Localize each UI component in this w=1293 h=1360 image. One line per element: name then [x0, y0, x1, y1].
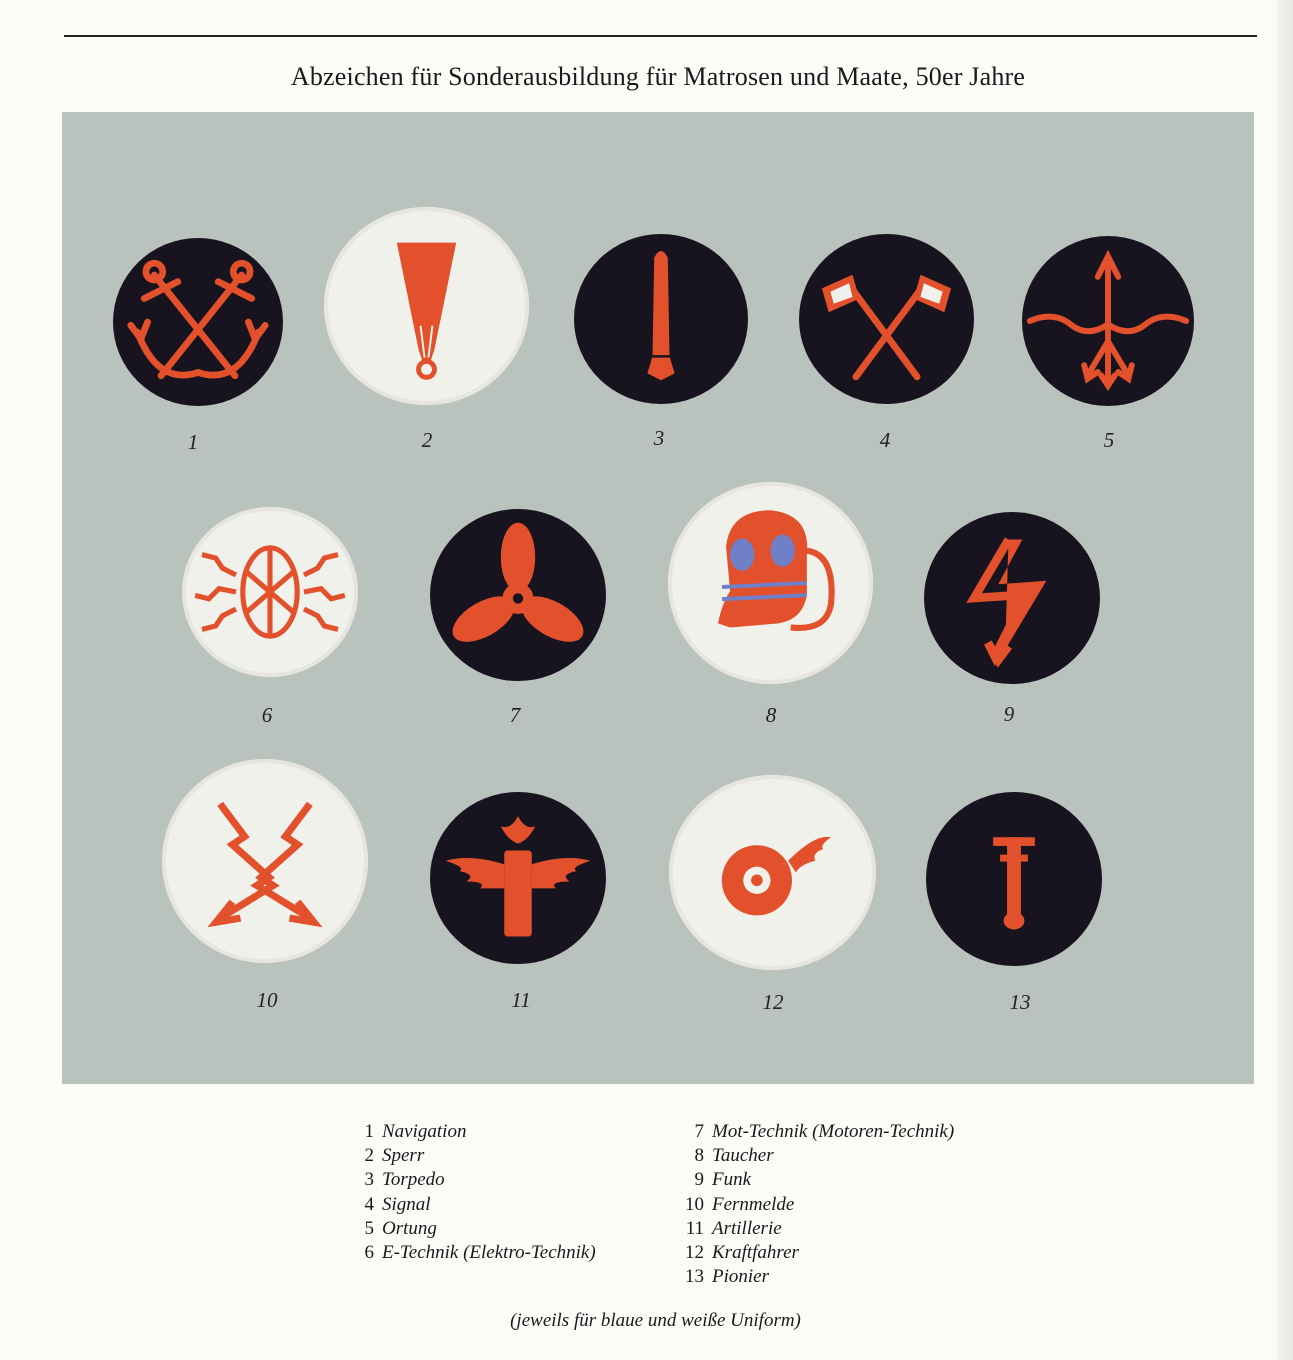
legend-row: 9 Funk — [694, 1169, 752, 1191]
badge-number: 12 — [762, 990, 784, 1014]
badge-6 — [182, 507, 358, 677]
legend-left — [352, 1120, 596, 1265]
arrow-waves-icon — [1022, 236, 1194, 406]
badge-8 — [668, 482, 873, 684]
photo-plate — [62, 112, 1254, 1084]
badge-11 — [430, 792, 606, 964]
crossed-lightning-icon — [162, 759, 368, 963]
legend-row: 7 Mot-Technik (Motoren-Technik) — [694, 1121, 955, 1142]
page-title: Abzeichen für Sonderausbildung für Matrosen und Maate, 50er Jahre — [290, 62, 1026, 91]
badge-7 — [430, 509, 606, 681]
legend-row: 1 Navigation — [364, 1121, 467, 1142]
legend-row: 4 Signal — [364, 1193, 431, 1215]
badge-4 — [799, 234, 974, 404]
badge-number: 5 — [1103, 428, 1115, 452]
pioneer-tool-icon — [926, 792, 1102, 966]
diving-helmet-icon — [668, 482, 873, 684]
legend-row: 11 Artillerie — [685, 1217, 782, 1239]
badge-number: 13 — [1009, 990, 1031, 1014]
badge-number: 9 — [1003, 702, 1015, 726]
badge-12 — [669, 775, 876, 970]
badge-number: 6 — [261, 703, 273, 727]
legend-row: 12 Kraftfahrer — [685, 1242, 799, 1264]
badge-number: 2 — [421, 428, 433, 452]
badge-13 — [926, 792, 1102, 966]
winged-shell-icon — [430, 792, 606, 964]
badge-number: 8 — [765, 703, 777, 727]
footnote: (jeweils für blaue und weiße Uniform) — [510, 1310, 801, 1331]
legend-row: 10 Fernmelde — [685, 1193, 795, 1215]
winged-wheel-icon — [669, 775, 876, 970]
torpedo-icon — [574, 234, 748, 404]
signal-flags-icon — [799, 234, 974, 404]
pennant-icon — [324, 207, 529, 405]
legend-row: 8 Taucher — [694, 1145, 774, 1167]
badge-3 — [574, 234, 748, 404]
badge-number: 3 — [653, 426, 665, 450]
badge-10 — [162, 759, 368, 963]
page-edge — [1277, 0, 1293, 1360]
badge-number: 7 — [509, 703, 521, 727]
legend-row: 6 E-Technik (Elektro-Technik) — [364, 1242, 596, 1264]
legend-row: 3 Torpedo — [364, 1169, 445, 1191]
legend-row: 13 Pionier — [685, 1266, 769, 1288]
badge-number: 11 — [511, 988, 531, 1012]
badge-number: 1 — [187, 430, 199, 454]
legend-right — [672, 1120, 954, 1289]
propeller-icon — [430, 509, 606, 681]
badge-9 — [924, 512, 1100, 684]
badge-number: 10 — [256, 988, 278, 1012]
crossed-anchors-icon — [113, 238, 283, 406]
legend-row: 2 Sperr — [364, 1145, 425, 1167]
legend-row: 5 Ortung — [364, 1217, 437, 1239]
badge-2 — [324, 207, 529, 405]
lightning-bolt-icon — [924, 512, 1100, 684]
top-rule — [64, 35, 1257, 37]
badge-1 — [113, 238, 283, 406]
wheel-lightning-icon — [182, 507, 358, 677]
badge-5 — [1022, 236, 1194, 406]
badge-number: 4 — [879, 428, 891, 452]
